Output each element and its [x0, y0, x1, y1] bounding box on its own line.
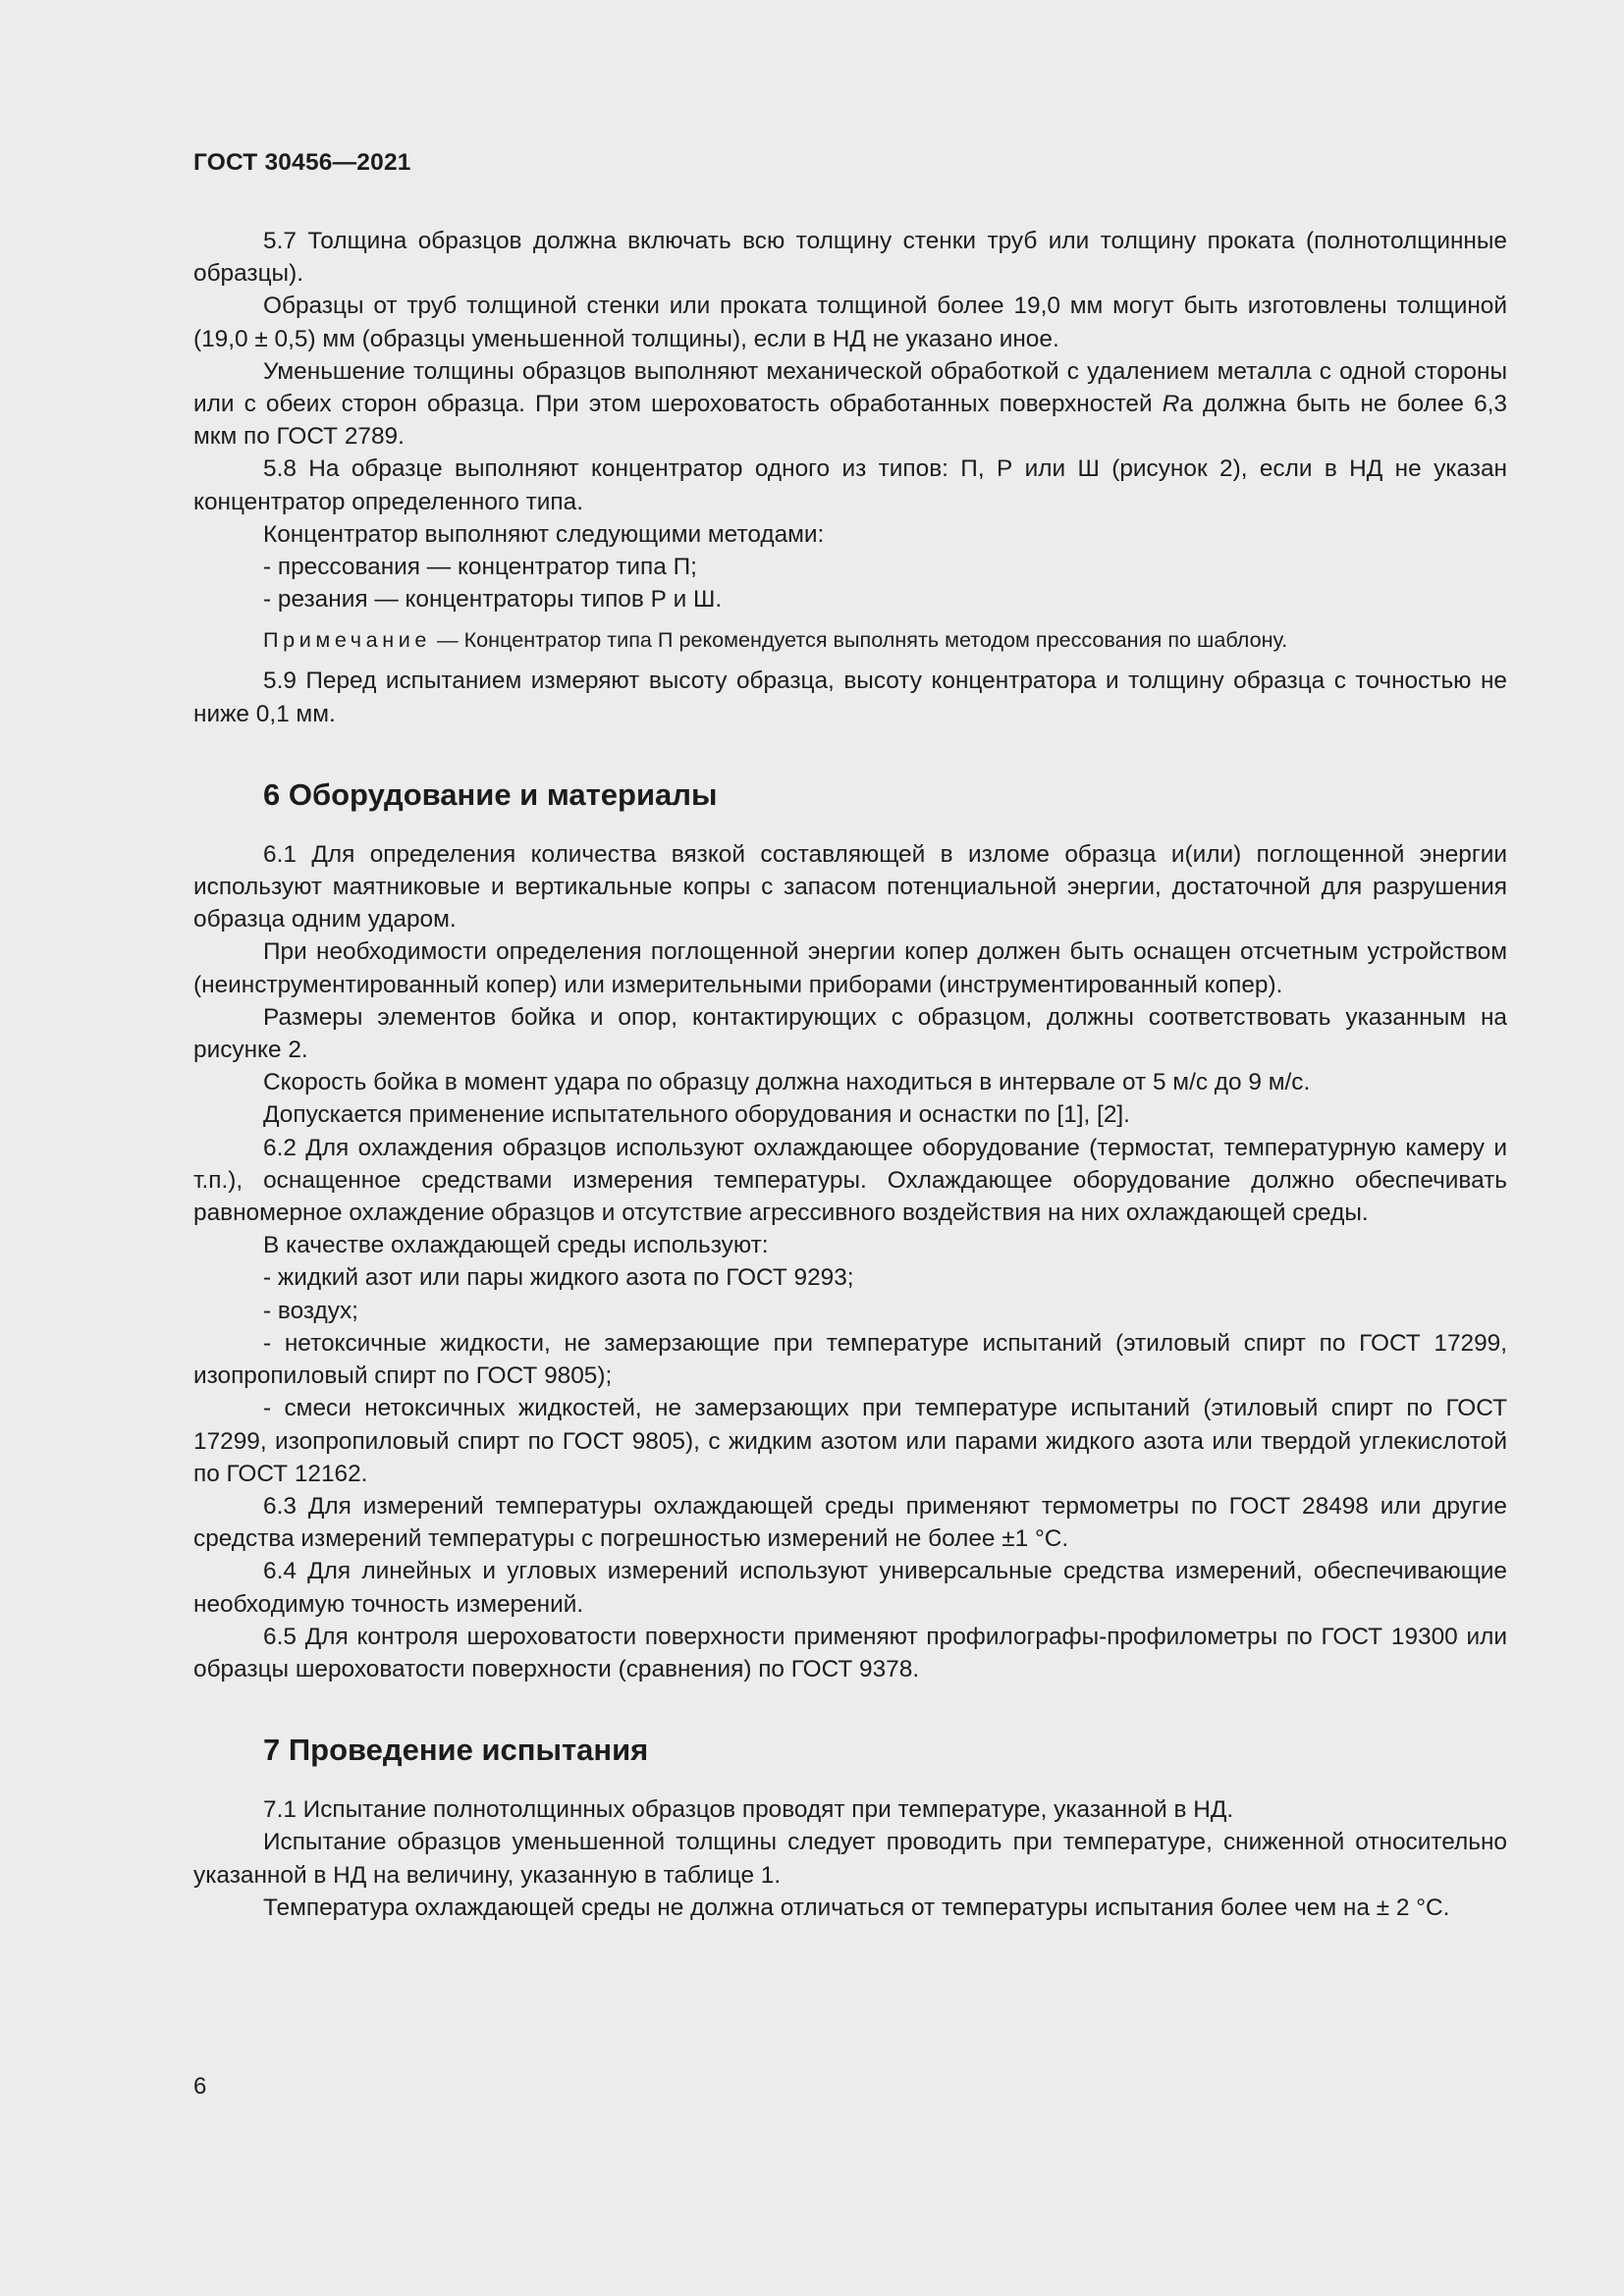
note — [193, 625, 1507, 655]
paragraph-6-2-media: В качестве охлаждающей среды используют: — [263, 1232, 769, 1259]
paragraph-5-8-methods: Концентратор выполняют следующими методами: — [263, 520, 825, 548]
document-header: ГОСТ 30456—2021 — [193, 149, 411, 176]
paragraph-6-1-dimensions: Размеры элементов бойка и опор, контактирующих с образцом, должны соответствовать указанным на рисунке 2. — [193, 1003, 1507, 1064]
paragraph-7-1: 7.1 Испытание полнотолщинных образцов проводят при температуре, указанной в НД. — [263, 1796, 1234, 1824]
paragraph-6-1: 6.1 Для определения количества вязкой составляющей в изломе образца и(или) поглощенной энергии используют маятниковые и вертикальные копры с запасом потенциальной энергии, достаточной для разрушения образца одним ударом. — [193, 840, 1507, 934]
note-text: — Концентратор типа П рекомендуется выполнять методом прессования по шаблону. — [437, 627, 1288, 653]
document-body — [193, 225, 1507, 1924]
paragraph-6-2: 6.2 Для охлаждения образцов используют охлаждающее оборудование (термостат, температурную камеру и т.п.), оснащенное средствами измерения температуры. Охлаждающее оборудование должно обеспечивать равномерное охлаждение образцов и отсутствие агрессивного воздействия на них охлаждающей среды. — [193, 1134, 1507, 1227]
paragraph-text: a должна быть не более 6,3 мкм по ГОСТ 2789. — [193, 391, 1507, 451]
paragraph-6-4: 6.4 Для линейных и угловых измерений используют универсальные средства измерений, обеспечивающие необходимую точность измерений. — [193, 1558, 1507, 1618]
note-label: Примечание — [263, 627, 431, 653]
paragraph-6-1-energy: При необходимости определения поглощенной энергии копер должен быть оснащен отсчетным устройством (неинструментированный копер) или измерительными приборами (инструментированный копер). — [193, 938, 1507, 998]
section-heading-7: 7 Проведение испытания — [263, 1733, 649, 1768]
paragraph-6-5: 6.5 Для контроля шероховатости поверхности применяют профилографы-профилометры по ГОСТ 19300 или образцы шероховатости поверхности (сравнения) по ГОСТ 9378. — [193, 1623, 1507, 1682]
list-item: - воздух; — [263, 1297, 358, 1324]
page-number: 6 — [193, 2073, 207, 2100]
paragraph-6-1-speed: Скорость бойка в момент удара по образцу должна находиться в интервале от 5 м/с до 9 м/с. — [263, 1069, 1311, 1096]
paragraph-5-7: 5.7 Толщина образцов должна включать всю толщину стенки труб или толщину проката (полнотолщинные образцы). — [193, 228, 1507, 288]
document-page — [193, 0, 1507, 2296]
paragraph-text: Уменьшение толщины образцов выполняют механической обработкой с удалением металла с одной стороны или с обеих сторон образца. При этом шероховатость обработанных поверхностей — [193, 357, 1507, 418]
list-item: - смеси нетоксичных жидкостей, не замерзающих при температуре испытаний (этиловый спирт по ГОСТ 17299, изопропиловый спирт по ГОСТ 9805), с жидким азотом или парами жидкого азота или твердой углекислотой по ГОСТ 12162. — [193, 1395, 1507, 1487]
paragraph-6-3: 6.3 Для измерений температуры охлаждающей среды применяют термометры по ГОСТ 28498 или другие средства измерений температуры с погрешностью измерений не более ±1 °С. — [193, 1492, 1507, 1553]
paragraph-5-9: 5.9 Перед испытанием измеряют высоту образца, высоту концентратора и толщину образца с точностью не ниже 0,1 мм. — [193, 667, 1507, 727]
paragraph-5-7-reduced-thickness: Образцы от труб толщиной стенки или проката толщиной более 19,0 мм могут быть изготовлены толщиной (19,0 ± 0,5) мм (образцы уменьшенной толщины), если в НД не указано иное. — [193, 293, 1507, 352]
paragraph-7-1-tolerance: Температура охлаждающей среды не должна отличаться от температуры испытания более чем на ± 2 °С. — [263, 1894, 1450, 1921]
list-item: - нетоксичные жидкости, не замерзающие при температуре испытаний (этиловый спирт по ГОСТ 17299, изопропиловый спирт по ГОСТ 9805); — [193, 1329, 1507, 1390]
paragraph-6-1-equipment: Допускается применение испытательного оборудования и оснастки по [1], [2]. — [263, 1101, 1130, 1129]
list-item: - жидкий азот или пары жидкого азота по ГОСТ 9293; — [263, 1264, 854, 1292]
paragraph-7-1-reduced: Испытание образцов уменьшенной толщины следует проводить при температуре, сниженной относительно указанной в НД на величину, указанную в таблице 1. — [193, 1829, 1507, 1889]
list-item: - прессования — концентратор типа П; — [263, 554, 697, 581]
section-heading-6: 6 Оборудование и материалы — [263, 776, 718, 812]
roughness-symbol: R — [1162, 391, 1180, 418]
paragraph-5-8: 5.8 На образце выполняют концентратор одного из типов: П, Р или Ш (рисунок 2), если в НД не указан концентратор определенного типа. — [193, 455, 1507, 515]
paragraph-5-7-machining — [193, 355, 1507, 454]
list-item: - резания — концентраторы типов Р и Ш. — [263, 586, 723, 614]
